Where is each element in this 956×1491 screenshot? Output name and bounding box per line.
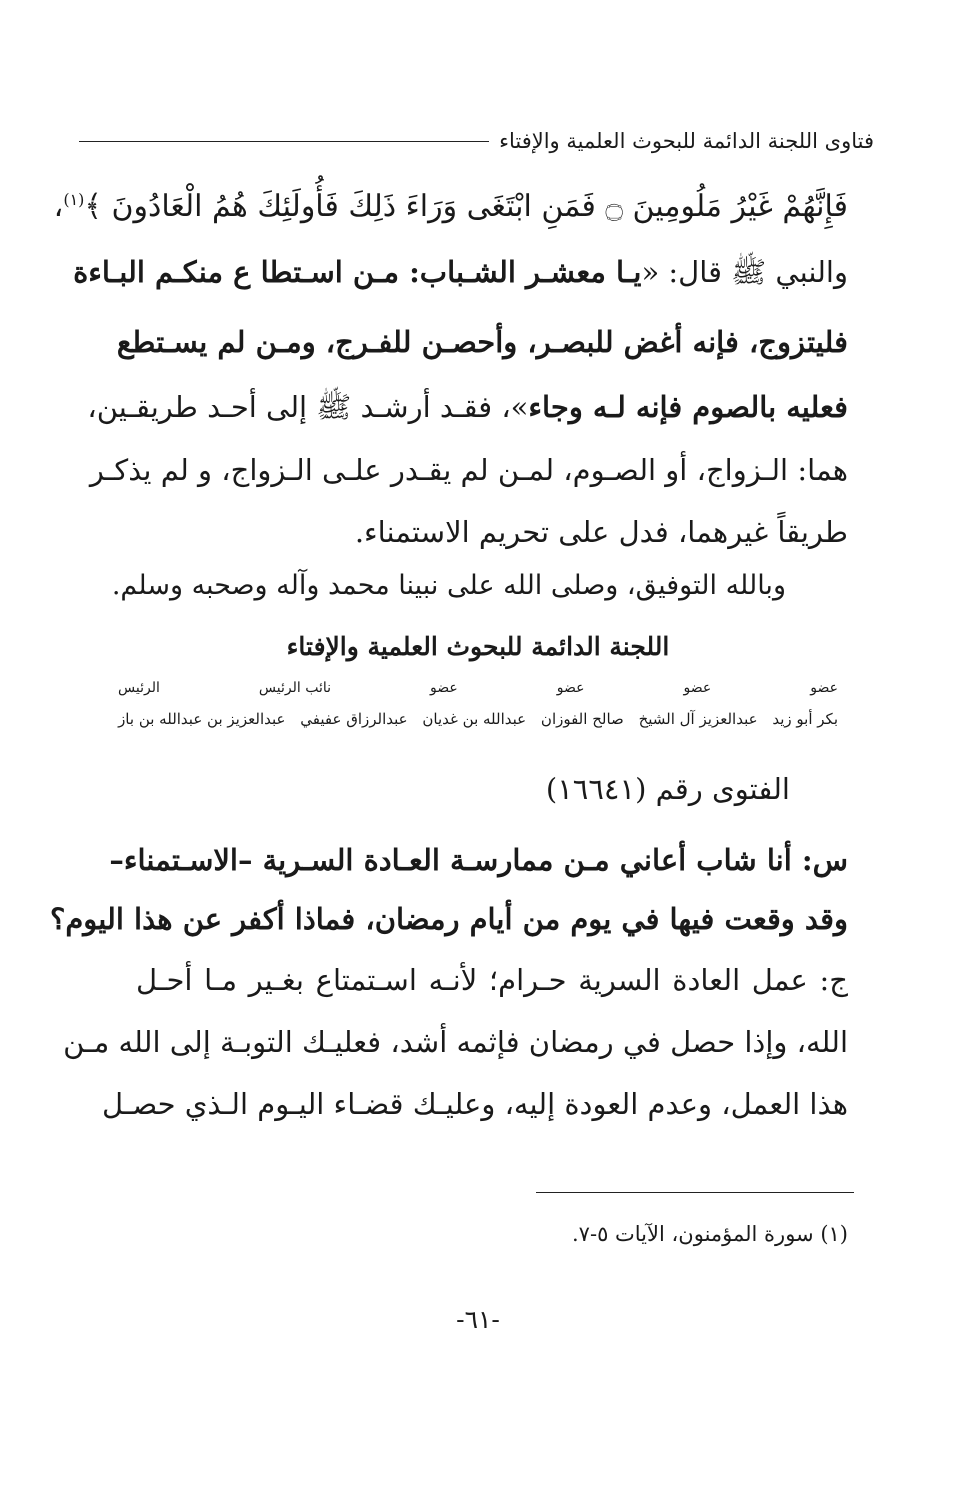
member-name: عبدالرزاق عفيفي [300, 710, 408, 728]
question-line-1: س: أنا شاب أعاني مـن ممارسـة العـادة السـرية –الاسـتمناء– [109, 843, 848, 877]
running-header [79, 126, 874, 156]
hadith-intro: والنبي ﷺ قال: « [641, 255, 848, 289]
hadith-text-1: يـا معشـر الشـباب: مـن اسـتطا ع منكـم البـاءة [73, 255, 642, 289]
verse-footnote-ref: (١) [63, 190, 85, 209]
member-name: عبدالله بن غديان [422, 710, 527, 728]
body-line-hadith-2: فليتزوج، فإنه أغض للبصـر، وأحصـن للفـرج، ومـن لم يسـتطع [116, 325, 848, 359]
member-role: عضو [430, 680, 458, 696]
verse-trail: ، [53, 189, 64, 224]
closing-line: وبالله التوفيق، وصلى الله على نبينا محمد وآله وصحبه وسلم. [111, 570, 786, 601]
body-line-6: طريقاً غيرهما، فدل على تحريم الاستمناء. [354, 515, 848, 549]
body-line-5: هما: الـزواج، أو الصـوم، لمـن لم يقـدر علـى الـزواج، و لم يذكـر [89, 453, 848, 487]
member-role: نائب الرئيس [258, 680, 331, 696]
member-role: عضو [810, 680, 838, 696]
fatwa-number: الفتوى رقم (١٦٦٤١) [545, 772, 790, 806]
verse-line [53, 176, 848, 231]
hadith-text-3: فعليه بالصوم فإنه لـه وجاء [528, 390, 848, 424]
member-name: عبدالعزيز آل الشيخ [638, 710, 758, 728]
answer-line-3: هذا العمل، وعدم العودة إليه، وعليـك قضـاء اليـوم الـذي حصـل [101, 1087, 848, 1121]
body-line-hadith-3 [87, 383, 848, 431]
header-title: فتاوى اللجنة الدائمة للبحوث العلمية والإفتاء [499, 129, 874, 153]
header-rule [79, 141, 489, 142]
after-hadith: »، فقـد أرشـد ﷺ إلى أحـد طريقـين، [87, 390, 529, 424]
question-line-2: وقد وقعت فيها في يوم من أيام رمضان، فماذا أكفر عن هذا اليوم؟ [49, 902, 848, 936]
member-names [118, 710, 838, 728]
page-number: -٦١- [456, 1305, 500, 1334]
answer-line-1: ج: عمل العادة السرية حـرام؛ لأنـه اسـتمتاع بغـير مـا أحـل [136, 963, 848, 997]
footnote-rule [536, 1192, 854, 1193]
answer-line-2: الله، وإذا حصل في رمضان فإثمه أشد، فعليـك التوبـة إلى الله مـن [63, 1025, 848, 1059]
verse-text: فَإِنَّهُمْ غَيْرُ مَلُومِينَ ۝ فَمَنِ ابْتَغَى وَرَاءَ ذَلِكَ فَأُولَئِكَ هُمُ الْعَادُونَ ﴾ [84, 189, 848, 224]
member-roles [118, 680, 838, 696]
member-role: عضو [683, 680, 712, 696]
member-name: بكر أبو زيد [772, 710, 838, 728]
member-role: عضو [556, 680, 585, 696]
member-name: عبدالعزيز بن عبدالله بن باز [118, 710, 286, 728]
member-role: الرئيس [118, 680, 160, 696]
committee-name: اللجنة الدائمة للبحوث العلمية والإفتاء [286, 632, 670, 661]
member-name: صالح الفوزان [540, 710, 624, 728]
footnote: (١) سورة المؤمنون، الآيات ٥-٧. [571, 1222, 848, 1246]
body-line-hadith-1 [73, 248, 848, 296]
